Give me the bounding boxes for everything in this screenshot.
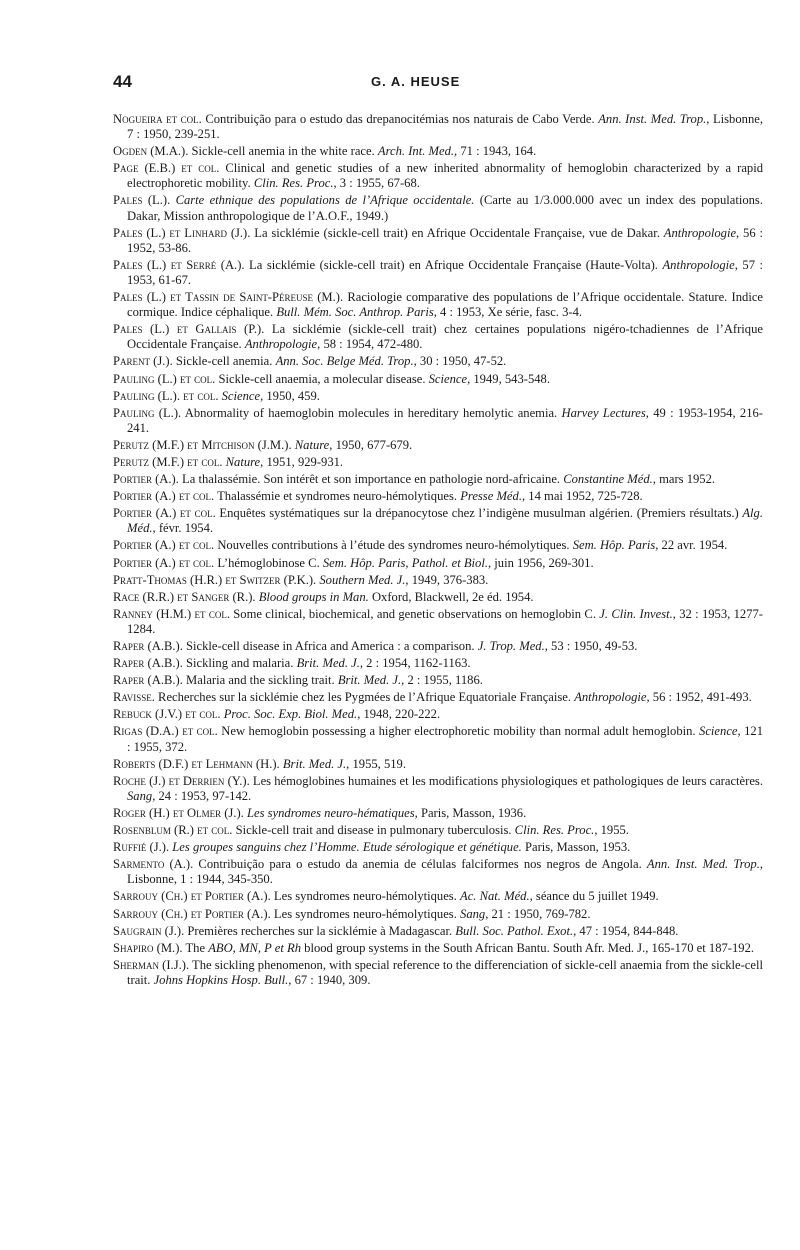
reference-entry bbox=[113, 472, 763, 487]
reference-source: Alg. Méd. bbox=[127, 506, 763, 536]
reference-source: Bull. Mém. Soc. Anthrop. Paris bbox=[276, 305, 434, 320]
reference-tail: , 30 : 1950, 47-52. bbox=[413, 354, 507, 369]
reference-text: Malaria and the sickling trait. bbox=[182, 673, 338, 688]
reference-tail: , 53 : 1950, 49-53. bbox=[544, 639, 638, 653]
reference-text: The bbox=[182, 940, 209, 955]
reference-text: Sickle-cell anemia in the white race. bbox=[188, 144, 378, 159]
reference-tail: , 22 avr. 1954. bbox=[655, 538, 728, 553]
reference-entry bbox=[113, 690, 763, 705]
reference-authors: Pales (L.) et Linhard (J.). bbox=[113, 225, 251, 240]
reference-list bbox=[113, 112, 763, 988]
reference-text: Les syndromes neuro-hémolytiques. bbox=[270, 889, 461, 904]
reference-text: Enquêtes systématiques sur la drépanocytose chez l’indigène musulman algérien. (Premiers résultats.) bbox=[215, 506, 743, 521]
reference-tail: , 58 : 1954, 472-480. bbox=[317, 337, 423, 352]
reference-tail: , 1955, 519. bbox=[346, 756, 406, 771]
reference-authors: Pales (L.) et Gallais (P.). bbox=[113, 322, 265, 337]
reference-authors: Roberts (D.F.) et Lehmann (H.). bbox=[113, 756, 280, 771]
reference-tail: , 56 : 1952, 491-493. bbox=[646, 690, 752, 705]
reference-authors: Raper (A.B.). bbox=[113, 673, 183, 688]
reference-text: La thalassémie. Son intérêt et son importance en pathologie nord-africaine. bbox=[178, 472, 564, 487]
reference-source: Harvey Lectures bbox=[561, 405, 646, 420]
reference-entry bbox=[113, 144, 763, 159]
reference-tail: , Lisbonne, 1 : 1944, 345-350. bbox=[127, 857, 763, 887]
reference-tail: , 1950, 459. bbox=[260, 388, 320, 403]
reference-text: Les syndromes neuro-hémolytiques. bbox=[270, 906, 461, 921]
reference-tail: , mars 1952. bbox=[652, 472, 716, 487]
reference-tail: , 2 : 1954, 1162-1163. bbox=[359, 656, 471, 671]
reference-source: Constantine Méd. bbox=[563, 472, 653, 487]
reference-authors: Portier (A.) et col. bbox=[113, 489, 215, 504]
reference-tail: , 56 : 1952, 53-86. bbox=[127, 225, 763, 255]
reference-entry bbox=[113, 590, 763, 605]
reference-authors: Sarrouy (Ch.) et Portier (A.). bbox=[113, 889, 271, 904]
reference-authors: Portier (A.) et col. bbox=[113, 555, 215, 570]
reference-source: Sang bbox=[127, 788, 153, 803]
reference-text: Contribuição para o estudo da anemia de células falciformes nos negros de Angola. bbox=[193, 857, 647, 872]
reference-authors: Shapiro (M.). bbox=[113, 940, 183, 955]
reference-source: Brit. Med. J. bbox=[337, 673, 402, 688]
reference-tail: , 1955. bbox=[594, 823, 629, 838]
reference-source: Nature bbox=[225, 454, 261, 469]
reference-entry bbox=[113, 226, 763, 256]
reference-entry bbox=[113, 757, 763, 772]
reference-source: Brit. Med. J. bbox=[282, 756, 347, 771]
reference-text: Clinical and genetic studies of a new inherited abnormality of hemoglobin characterized by a rapid electrophoretic mobility. bbox=[127, 161, 763, 191]
reference-tail: , Lisbonne, 7 : 1950, 239-251. bbox=[127, 112, 763, 142]
reference-tail: , 1949, 376-383. bbox=[405, 572, 489, 587]
reference-source: J. Trop. Med. bbox=[477, 639, 545, 653]
reference-entry bbox=[113, 258, 763, 288]
reference-source: Clin. Res. Proc. bbox=[253, 176, 334, 191]
reference-text: Sickle-cell anemia. bbox=[172, 354, 276, 369]
reference-text: Abnormality of haemoglobin molecules in hereditary hemolytic anemia. bbox=[181, 405, 562, 420]
reference-authors: Pales (L.) et Tassin de Saint-Péreuse (M.). bbox=[113, 290, 344, 305]
reference-source: Bull. Soc. Pathol. Exot. bbox=[455, 923, 574, 938]
reference-text: Sickling and malaria. bbox=[182, 656, 297, 671]
reference-source: ABO, MN, P et Rh bbox=[208, 940, 302, 955]
reference-source: Les groupes sanguins chez l’Homme. Etude sérologique et génétique. bbox=[172, 840, 522, 855]
reference-source: Sem. Hôp. Paris bbox=[572, 538, 656, 553]
reference-tail: , 14 mai 1952, 725-728. bbox=[521, 489, 643, 504]
reference-source: Science bbox=[221, 388, 261, 403]
reference-tail: , 121 : 1955, 372. bbox=[127, 724, 764, 754]
reference-entry bbox=[113, 840, 763, 855]
page bbox=[113, 72, 763, 990]
reference-text: The sickling phenomenon, with special reference to the differenciation of sickle-cell anaemia from the sickle-cell trait. bbox=[127, 957, 763, 987]
reference-source: J. Clin. Invest. bbox=[599, 606, 673, 621]
reference-entry bbox=[113, 958, 763, 988]
reference-text: Thalassémie et syndromes neuro-hémolytiques. bbox=[214, 489, 461, 504]
reference-entry bbox=[113, 673, 763, 688]
reference-authors: Ranney (H.M.) et col. bbox=[113, 606, 230, 621]
reference-entry bbox=[113, 322, 763, 352]
reference-authors: Saugrain (J.). bbox=[113, 923, 185, 938]
reference-text: New hemoglobin possessing a higher electrophoretic mobility than normal adult hemoglobin. bbox=[217, 724, 700, 739]
reference-text: Les hémoglobines humaines et les modifications physiologiques et pathologiques de leurs caractères. bbox=[249, 773, 763, 788]
reference-entry bbox=[113, 455, 763, 470]
reference-tail: , 49 : 1953-1954, 216-241. bbox=[127, 405, 763, 435]
reference-tail: , 47 : 1954, 844-848. bbox=[573, 923, 679, 938]
reference-source: Clin. Res. Proc. bbox=[514, 823, 595, 838]
reference-tail: , 21 : 1950, 769-782. bbox=[485, 906, 591, 921]
reference-tail: , 1949, 543-548. bbox=[467, 371, 550, 386]
reference-authors: Rebuck (J.V.) et col. bbox=[113, 707, 221, 722]
reference-source: Anthropologie bbox=[574, 690, 647, 705]
reference-tail: , 1948, 220-222. bbox=[357, 707, 441, 722]
reference-authors: Rigas (D.A.) et col. bbox=[113, 724, 218, 739]
reference-authors: Ravisse. bbox=[113, 690, 155, 705]
reference-entry bbox=[113, 290, 763, 320]
reference-authors: Portier (A.). bbox=[113, 472, 179, 487]
reference-entry bbox=[113, 857, 763, 887]
reference-source: Johns Hopkins Hosp. Bull. bbox=[153, 972, 289, 987]
reference-text: Premières recherches sur la sicklémie à Madagascar. bbox=[184, 923, 456, 938]
reference-entry bbox=[113, 941, 763, 956]
reference-source: Blood groups in Man. bbox=[258, 589, 369, 604]
reference-tail: , Paris, Masson, 1936. bbox=[414, 805, 527, 820]
reference-tail: , 2 : 1955, 1186. bbox=[401, 673, 483, 688]
reference-tail: , 1951, 929-931. bbox=[260, 454, 344, 469]
reference-entry bbox=[113, 389, 763, 404]
reference-text: Contribuição para o estudo das drepanocitémias nos naturais de Cabo Verde. bbox=[201, 112, 599, 126]
reference-entry bbox=[113, 438, 763, 453]
reference-source: Ann. Soc. Belge Méd. Trop. bbox=[275, 354, 414, 369]
reference-authors: Raper (A.B.). bbox=[113, 656, 183, 671]
reference-entry bbox=[113, 889, 763, 904]
reference-entry bbox=[113, 372, 763, 387]
reference-entry bbox=[113, 656, 763, 671]
reference-authors: Perutz (M.F.) et Mitchison (J.M.). bbox=[113, 437, 292, 452]
reference-tail: , 71 : 1943, 164. bbox=[454, 144, 537, 159]
reference-entry bbox=[113, 406, 763, 436]
reference-text: Nouvelles contributions à l’étude des syndromes neuro-hémolytiques. bbox=[214, 538, 573, 553]
reference-authors: Roger (H.) et Olmer (J.). bbox=[113, 805, 244, 820]
reference-source: Sang bbox=[460, 906, 486, 921]
reference-authors: Nogueira et col. bbox=[113, 112, 202, 126]
reference-entry bbox=[113, 806, 763, 821]
reference-tail: , févr. 1954. bbox=[152, 521, 214, 536]
reference-tail: , 4 : 1953, Xe série, fasc. 3-4. bbox=[433, 305, 583, 320]
reference-entry bbox=[113, 354, 763, 369]
reference-source: Proc. Soc. Exp. Biol. Med. bbox=[223, 707, 358, 722]
reference-tail: blood group systems in the South African Bantu. South Afr. Med. J., 165-170 et 187-192. bbox=[301, 940, 755, 955]
reference-authors: Perutz (M.F.) et col. bbox=[113, 454, 223, 469]
reference-entry bbox=[113, 538, 763, 553]
reference-authors: Sarmento (A.). bbox=[113, 857, 194, 872]
reference-authors: Roche (J.) et Derrien (Y.). bbox=[113, 773, 250, 788]
reference-source: Presse Méd. bbox=[460, 489, 522, 504]
page-number: 44 bbox=[113, 72, 132, 91]
reference-source: Sem. Hôp. Paris, Pathol. et Biol. bbox=[322, 555, 488, 570]
reference-source: Les syndromes neuro-hématiques bbox=[246, 805, 415, 820]
reference-tail: , 1950, 677-679. bbox=[329, 437, 413, 452]
reference-text: La sicklémie (sickle-cell trait) chez certaines populations nigéro-tchadiennes de l’Afrique Occidentale Française. bbox=[127, 322, 763, 352]
reference-authors: Ogden (M.A.). bbox=[113, 144, 189, 159]
reference-authors: Race (R.R.) et Sanger (R.). bbox=[113, 589, 256, 604]
reference-authors: Portier (A.) et col. bbox=[113, 506, 216, 521]
reference-entry bbox=[113, 707, 763, 722]
reference-entry bbox=[113, 823, 763, 838]
reference-entry bbox=[113, 639, 763, 654]
reference-tail: , 24 : 1953, 97-142. bbox=[152, 788, 252, 803]
reference-source: Southern Med. J. bbox=[319, 572, 406, 587]
reference-entry bbox=[113, 193, 763, 223]
reference-source: Anthropologie bbox=[663, 225, 737, 240]
reference-text: Sickle-cell disease in Africa and America : a comparison. bbox=[182, 639, 478, 653]
reference-tail: , 67 : 1940, 309. bbox=[288, 972, 371, 987]
reference-source: Arch. Int. Med. bbox=[377, 144, 455, 159]
reference-authors: Portier (A.) et col. bbox=[113, 538, 215, 553]
reference-authors: Pauling (L.). et col. bbox=[113, 388, 219, 403]
reference-entry bbox=[113, 724, 763, 754]
reference-entry bbox=[113, 924, 763, 939]
reference-entry bbox=[113, 774, 763, 804]
reference-source: Science bbox=[699, 724, 738, 739]
reference-source: Science bbox=[428, 371, 468, 386]
reference-text: L’hémoglobinose C. bbox=[214, 555, 323, 570]
reference-entry bbox=[113, 607, 763, 637]
reference-authors: Page (E.B.) et col. bbox=[113, 161, 220, 176]
reference-tail: , 57 : 1953, 61-67. bbox=[127, 257, 764, 287]
reference-tail: (Carte au 1/3.000.000 avec un index des populations. Dakar, Mission anthropologique de l’A.O.F., 1949.) bbox=[127, 193, 763, 223]
reference-tail: Paris, Masson, 1953. bbox=[521, 840, 631, 855]
reference-source: Anthropologie bbox=[662, 257, 735, 272]
reference-tail: Oxford, Blackwell, 2e éd. 1954. bbox=[368, 589, 534, 604]
reference-authors: Rosenblum (R.) et col. bbox=[113, 823, 233, 838]
reference-source: Ann. Inst. Med. Trop. bbox=[646, 857, 760, 872]
running-head: G. A. HEUSE bbox=[371, 74, 461, 89]
reference-entry bbox=[113, 506, 763, 536]
reference-authors: Pauling (L.). bbox=[113, 405, 182, 420]
reference-authors: Ruffié (J.). bbox=[113, 840, 170, 855]
reference-tail: , 32 : 1953, 1277-1284. bbox=[127, 606, 763, 636]
reference-text: La sicklémie (sickle-cell trait) en Afrique Occidentale Française, vue de Dakar. bbox=[250, 225, 664, 240]
reference-authors: Pales (L.). bbox=[113, 193, 171, 208]
reference-text: Sickle-cell anaemia, a molecular disease. bbox=[215, 371, 429, 386]
reference-source: Carte ethnique des populations de l’Afrique occidentale. bbox=[175, 193, 475, 208]
reference-source: Nature bbox=[294, 437, 330, 452]
reference-text: Raciologie comparative des populations de l’Afrique occidentale. Stature. Indice cormique. Indice céphalique. bbox=[127, 290, 764, 320]
reference-authors: Pauling (L.) et col. bbox=[113, 371, 216, 386]
reference-entry bbox=[113, 907, 763, 922]
reference-authors: Pratt-Thomas (H.R.) et Switzer (P.K.). bbox=[113, 572, 317, 587]
reference-entry bbox=[113, 573, 763, 588]
reference-authors: Pales (L.) et Serré (A.). bbox=[113, 257, 245, 272]
reference-source: Anthropologie bbox=[244, 337, 318, 352]
page-header bbox=[113, 72, 763, 98]
reference-text: La sicklémie (sickle-cell trait) en Afrique Occidentale Française (Haute-Volta). bbox=[244, 257, 663, 272]
reference-source: Brit. Med. J. bbox=[296, 656, 360, 671]
reference-tail: , juin 1956, 269-301. bbox=[487, 555, 594, 570]
reference-source: Ac. Nat. Méd. bbox=[460, 889, 530, 904]
reference-source: Ann. Inst. Med. Trop. bbox=[598, 112, 707, 126]
reference-text: Sickle-cell trait and disease in pulmonary tuberculosis. bbox=[232, 823, 515, 838]
reference-authors: Raper (A.B.). bbox=[113, 639, 183, 653]
reference-authors: Parent (J.). bbox=[113, 354, 173, 369]
reference-entry bbox=[113, 161, 763, 191]
reference-authors: Sherman (I.J.). bbox=[113, 957, 190, 972]
reference-tail: , séance du 5 juillet 1949. bbox=[529, 889, 659, 904]
reference-text: Recherches sur la sicklémie chez les Pygmées de l’Afrique Equatoriale Française. bbox=[154, 690, 575, 705]
reference-entry bbox=[113, 112, 763, 142]
reference-authors: Sarrouy (Ch.) et Portier (A.). bbox=[113, 906, 271, 921]
reference-entry bbox=[113, 556, 763, 571]
reference-tail: , 3 : 1955, 67-68. bbox=[333, 176, 420, 191]
reference-text: Some clinical, biochemical, and genetic observations on hemoglobin C. bbox=[229, 606, 600, 621]
reference-entry bbox=[113, 489, 763, 504]
